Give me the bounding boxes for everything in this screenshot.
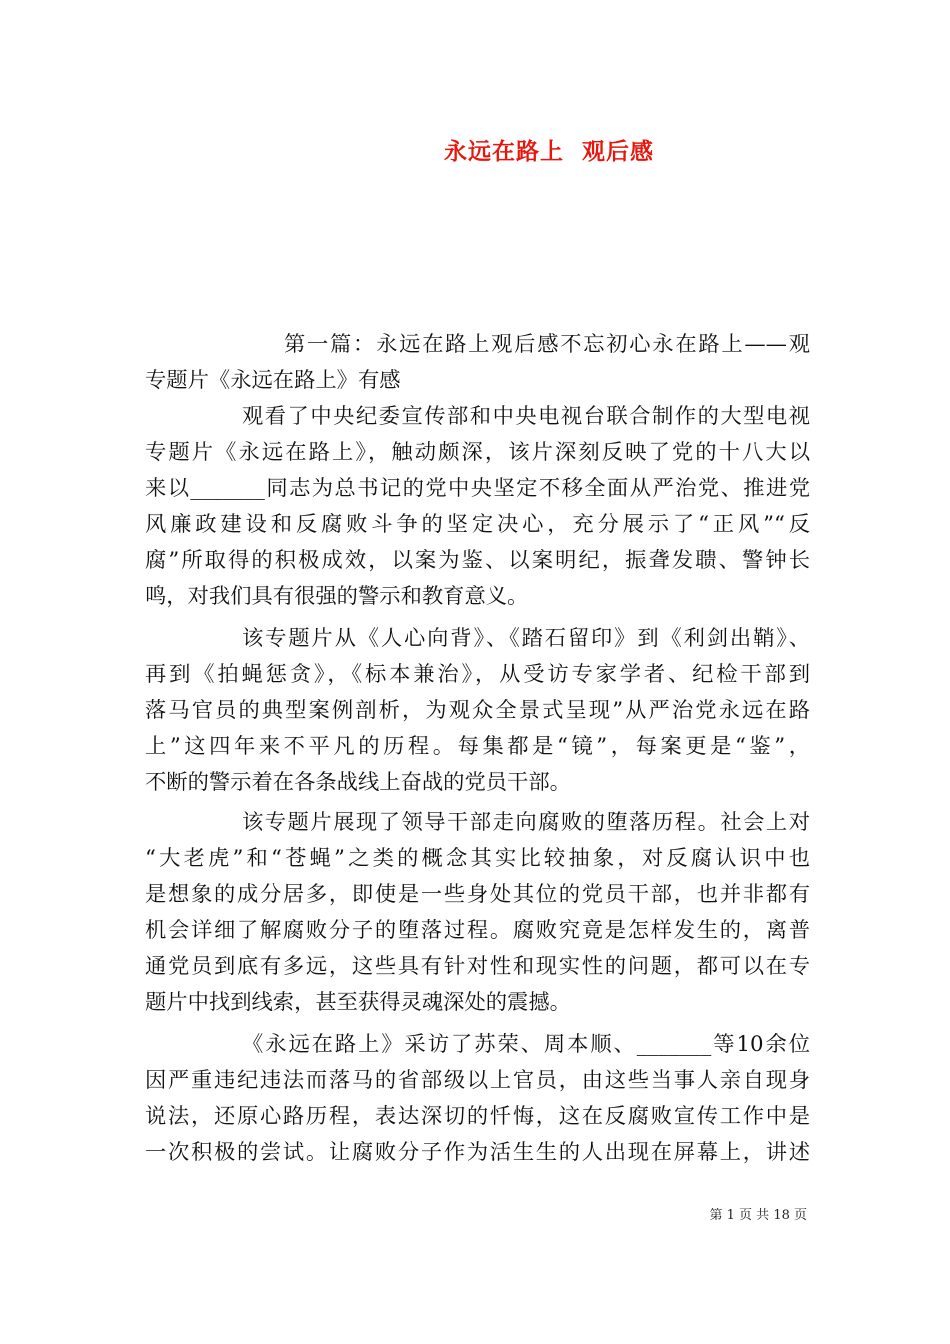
title-gap <box>564 139 582 165</box>
document-title <box>0 133 950 166</box>
body-line: 是想象的成分居多，即使是一些身处其位的党员干部，也并非都有 <box>145 882 810 907</box>
body-line: 观看了中央纪委宣传部和中央电视台联合制作的大型电视 <box>242 404 810 429</box>
title-part-1: 永远在路上 <box>443 139 564 165</box>
body-line: 机会详细了解腐败分子的堕落过程。腐败究竟是怎样发生的，离普 <box>145 918 810 943</box>
body-line: 腐”所取得的积极成效，以案为鉴、以案明纪，振聋发聩、警钟长 <box>145 548 810 573</box>
body-line: 落马官员的典型案例剖析，为观众全景式呈现”从严治党永远在路 <box>145 698 810 723</box>
body-line: 不断的警示着在各条战线上奋战的党员干部。 <box>145 770 571 795</box>
body-line: 专题片《永远在路上》有感 <box>145 368 401 393</box>
body-line: 鸣，对我们具有很强的警示和教育意义。 <box>145 584 529 609</box>
body-line: 通党员到底有多远，这些具有针对性和现实性的问题，都可以在专 <box>145 954 810 979</box>
body-line: 说法，还原心路历程，表达深切的忏悔，这在反腐败宣传工作中是 <box>145 1104 810 1129</box>
body-line: 上”这四年来不平凡的历程。每集都是“镜”，每案更是“鉴”， <box>145 734 810 759</box>
body-line: 再到《拍蝇惩贪》，《标本兼治》，从受访专家学者、纪检干部到 <box>145 662 810 687</box>
body-line: 题片中找到线索，甚至获得灵魂深处的震撼。 <box>145 990 571 1015</box>
body-line: 风廉政建设和反腐败斗争的坚定决心，充分展示了“正风”“反 <box>145 512 810 537</box>
body-line: 该专题片展现了领导干部走向腐败的堕落历程。社会上对 <box>242 810 810 835</box>
body-line: 《永远在路上》采访了苏荣、周本顺、_______等10余位 <box>242 1032 811 1057</box>
body-line: 一次积极的尝试。让腐败分子作为活生生的人出现在屏幕上，讲述 <box>145 1140 810 1165</box>
body-line: 第一篇：永远在路上观后感不忘初心永在路上——观 <box>284 332 810 357</box>
body-line: 该专题片从《人心向背》、《踏石留印》到《利剑出鞘》、 <box>242 626 810 651</box>
page-number: 第 1 页 共 18 页 <box>709 1208 807 1223</box>
body-line: 因严重违纪违法而落马的省部级以上官员，由这些当事人亲自现身 <box>145 1068 810 1093</box>
body-line: “大老虎”和“苍蝇”之类的概念其实比较抽象，对反腐认识中也 <box>145 846 810 871</box>
body-line: 来以_______同志为总书记的党中央坚定不移全面从严治党、推进党 <box>145 476 810 501</box>
body-line: 专题片《永远在路上》，触动颇深，该片深刻反映了党的十八大以 <box>145 440 810 465</box>
title-part-2: 观后感 <box>582 139 654 165</box>
